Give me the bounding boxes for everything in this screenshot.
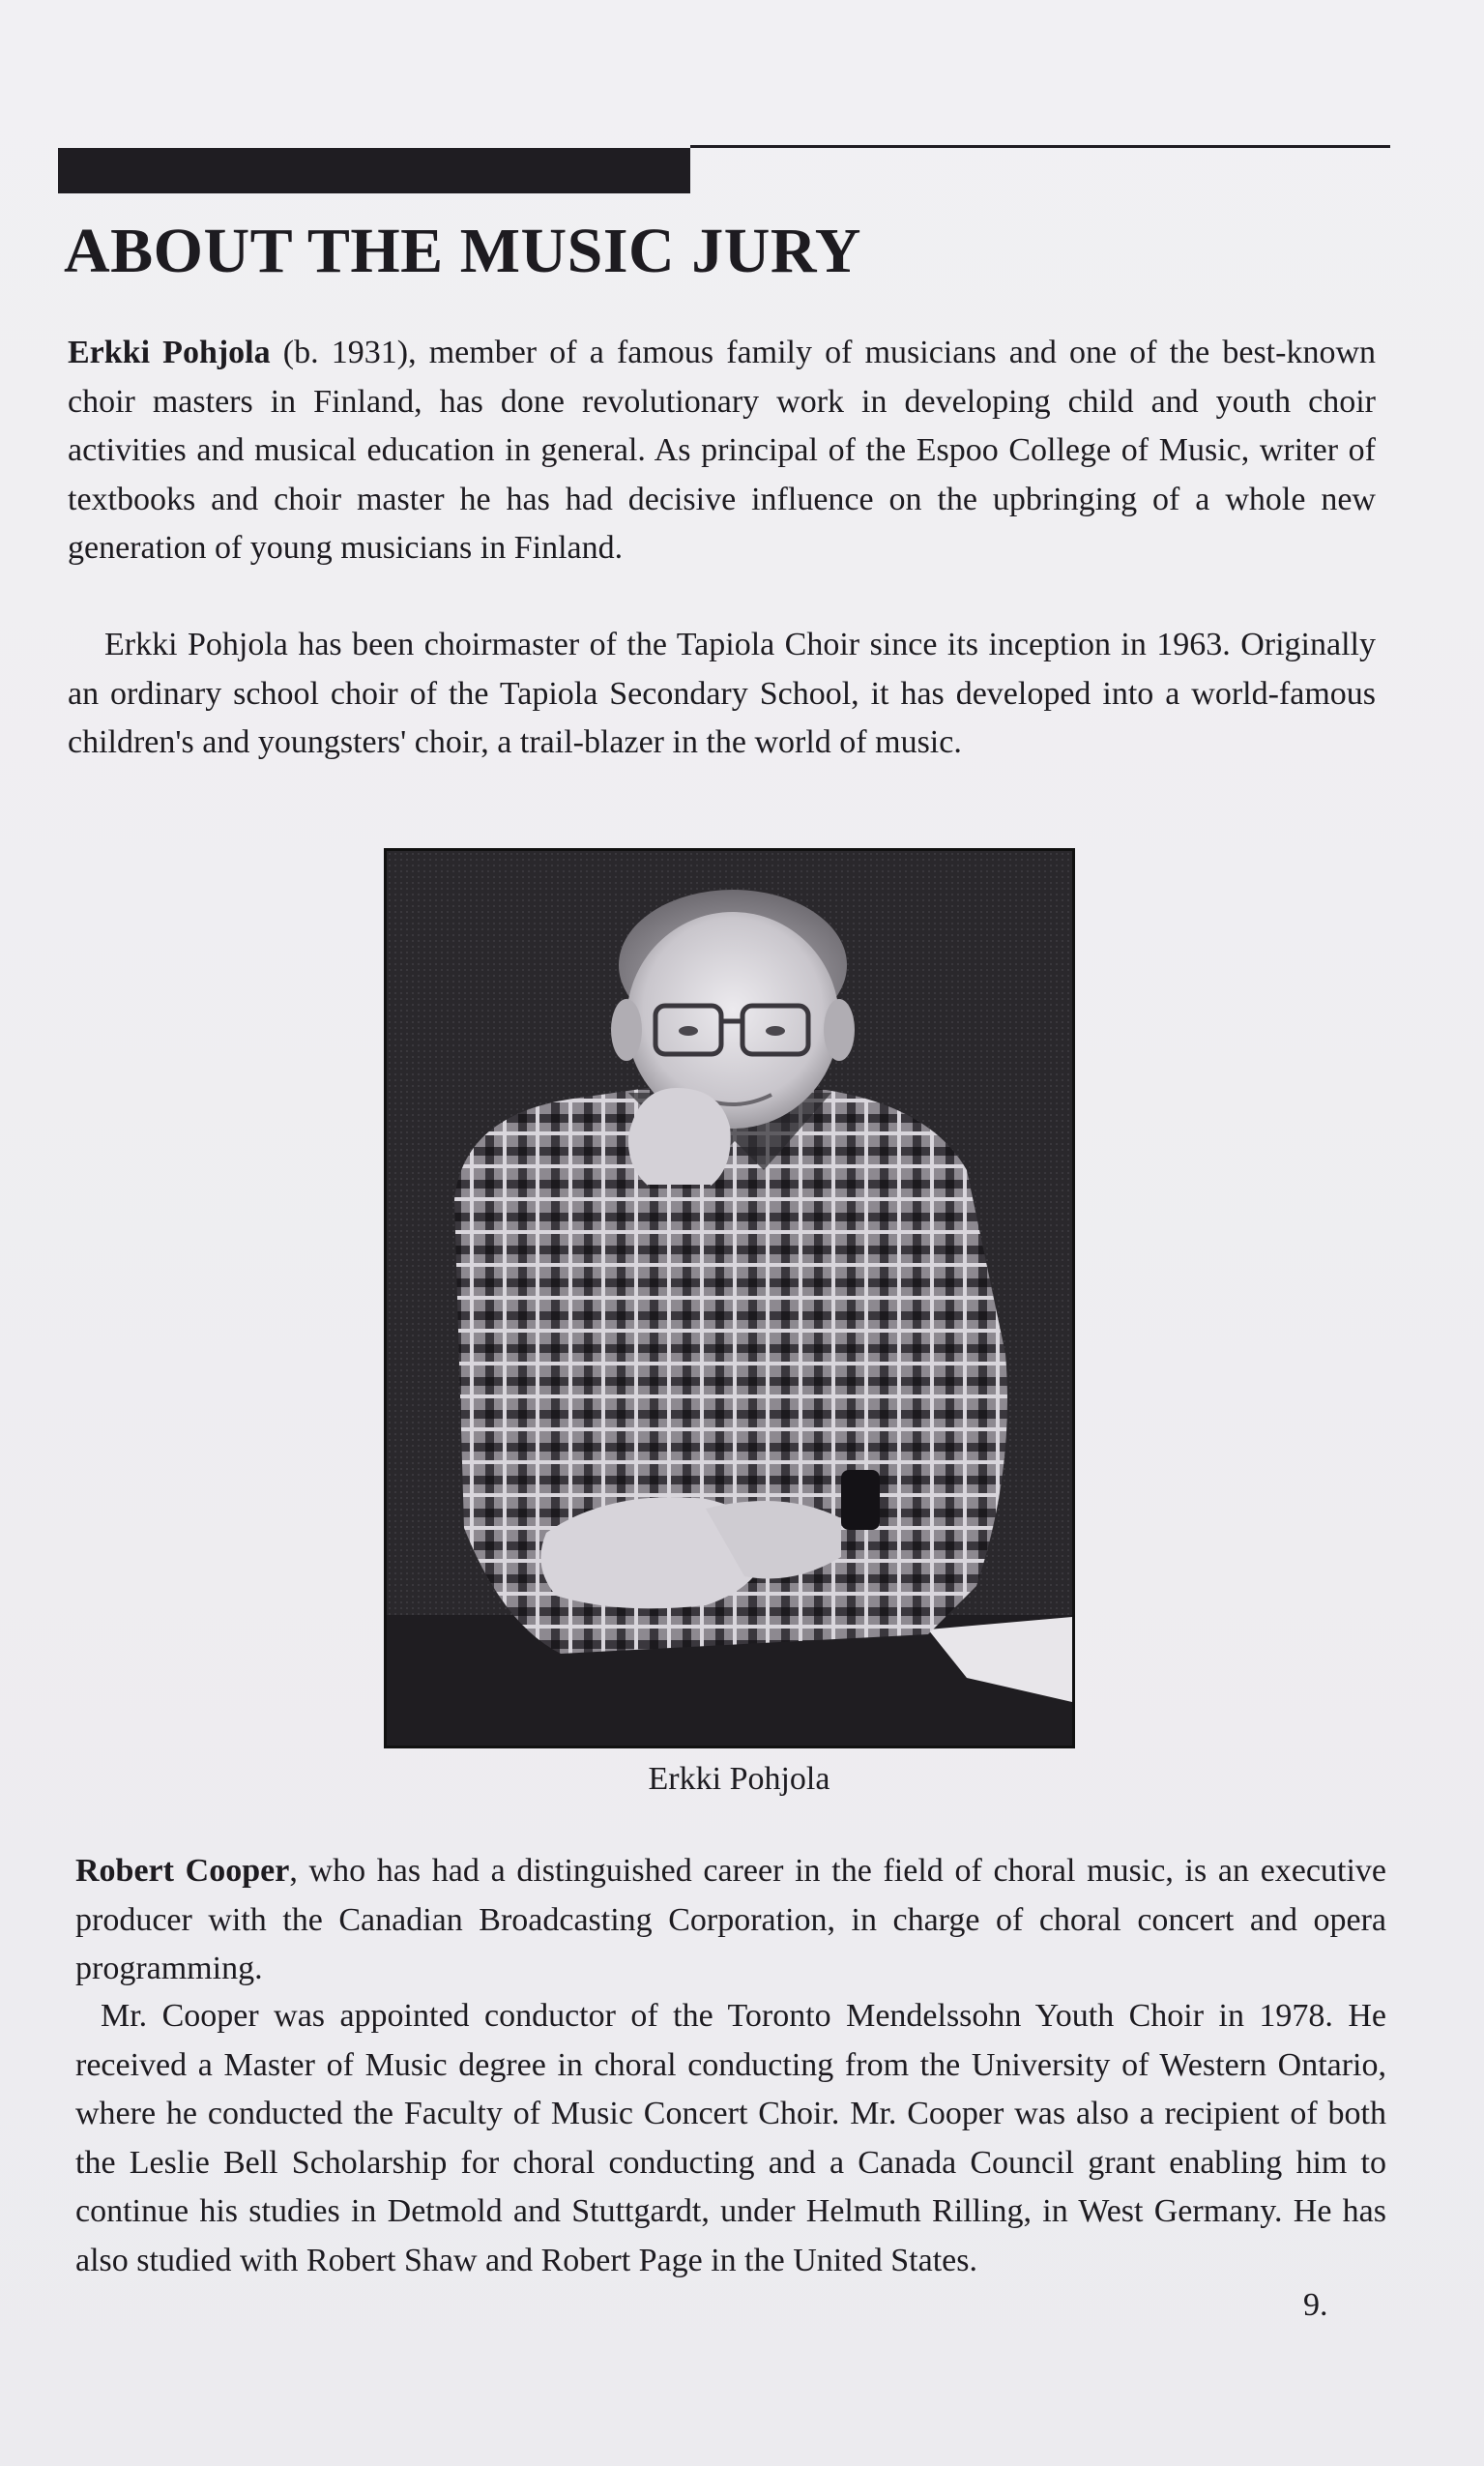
pohjola-name: Erkki Pohjola: [68, 335, 271, 370]
cooper-career-paragraph: Mr. Cooper was appointed conductor of the Toronto Mendelssohn Youth Choir in 1978. He received a Master of Music degree in choral conducting from the University of Western Ontario, where he conducted the Faculty of Music Concert Choir. Mr. Cooper was also a recipient of both the Leslie Bell Scholarship for choral conducting and a Canada Council grant enabling him to continue his studies in Detmold and Stuttgardt, under Helmuth Rilling, in West Germany. He has also studied with Robert Shaw and Robert Page in the United States.: [75, 1998, 1386, 2278]
portrait-photo: [384, 848, 1075, 1748]
photo-caption: Erkki Pohjola: [648, 1761, 830, 1797]
cooper-intro-text: , who has had a distinguished career in the field of choral music, is an executive producer with the Canadian Broadcasting Corporation, in charge of choral concert and opera programming.: [75, 1853, 1386, 1986]
page-number: 9.: [1303, 2287, 1328, 2323]
pohjola-choir-paragraph: Erkki Pohjola has been choirmaster of the Tapiola Choir since its inception in 1963. Originally an ordinary school choir of the Tapiola Secondary School, it has developed into a world-famous children's and youngsters' choir, a trail-blazer in the world of music.: [68, 627, 1376, 760]
page-title: ABOUT THE MUSIC JURY: [64, 216, 861, 286]
pohjola-intro-paragraph: [68, 329, 1376, 573]
cooper-intro-paragraph: [75, 1847, 1386, 1994]
cooper-name: Robert Cooper: [75, 1853, 290, 1889]
header-rule-thick: [58, 148, 690, 193]
header-rule-thin: [690, 145, 1390, 148]
pohjola-intro-text: (b. 1931), member of a famous family of musicians and one of the best-known choir masters in Finland, has done revolutionary work in developing child and youth choir activities and musical education in general. As principal of the Espoo College of Music, writer of textbooks and choir master he has had decisive influence on the upbringing of a whole new generation of young musicians in Finland.: [68, 335, 1376, 566]
